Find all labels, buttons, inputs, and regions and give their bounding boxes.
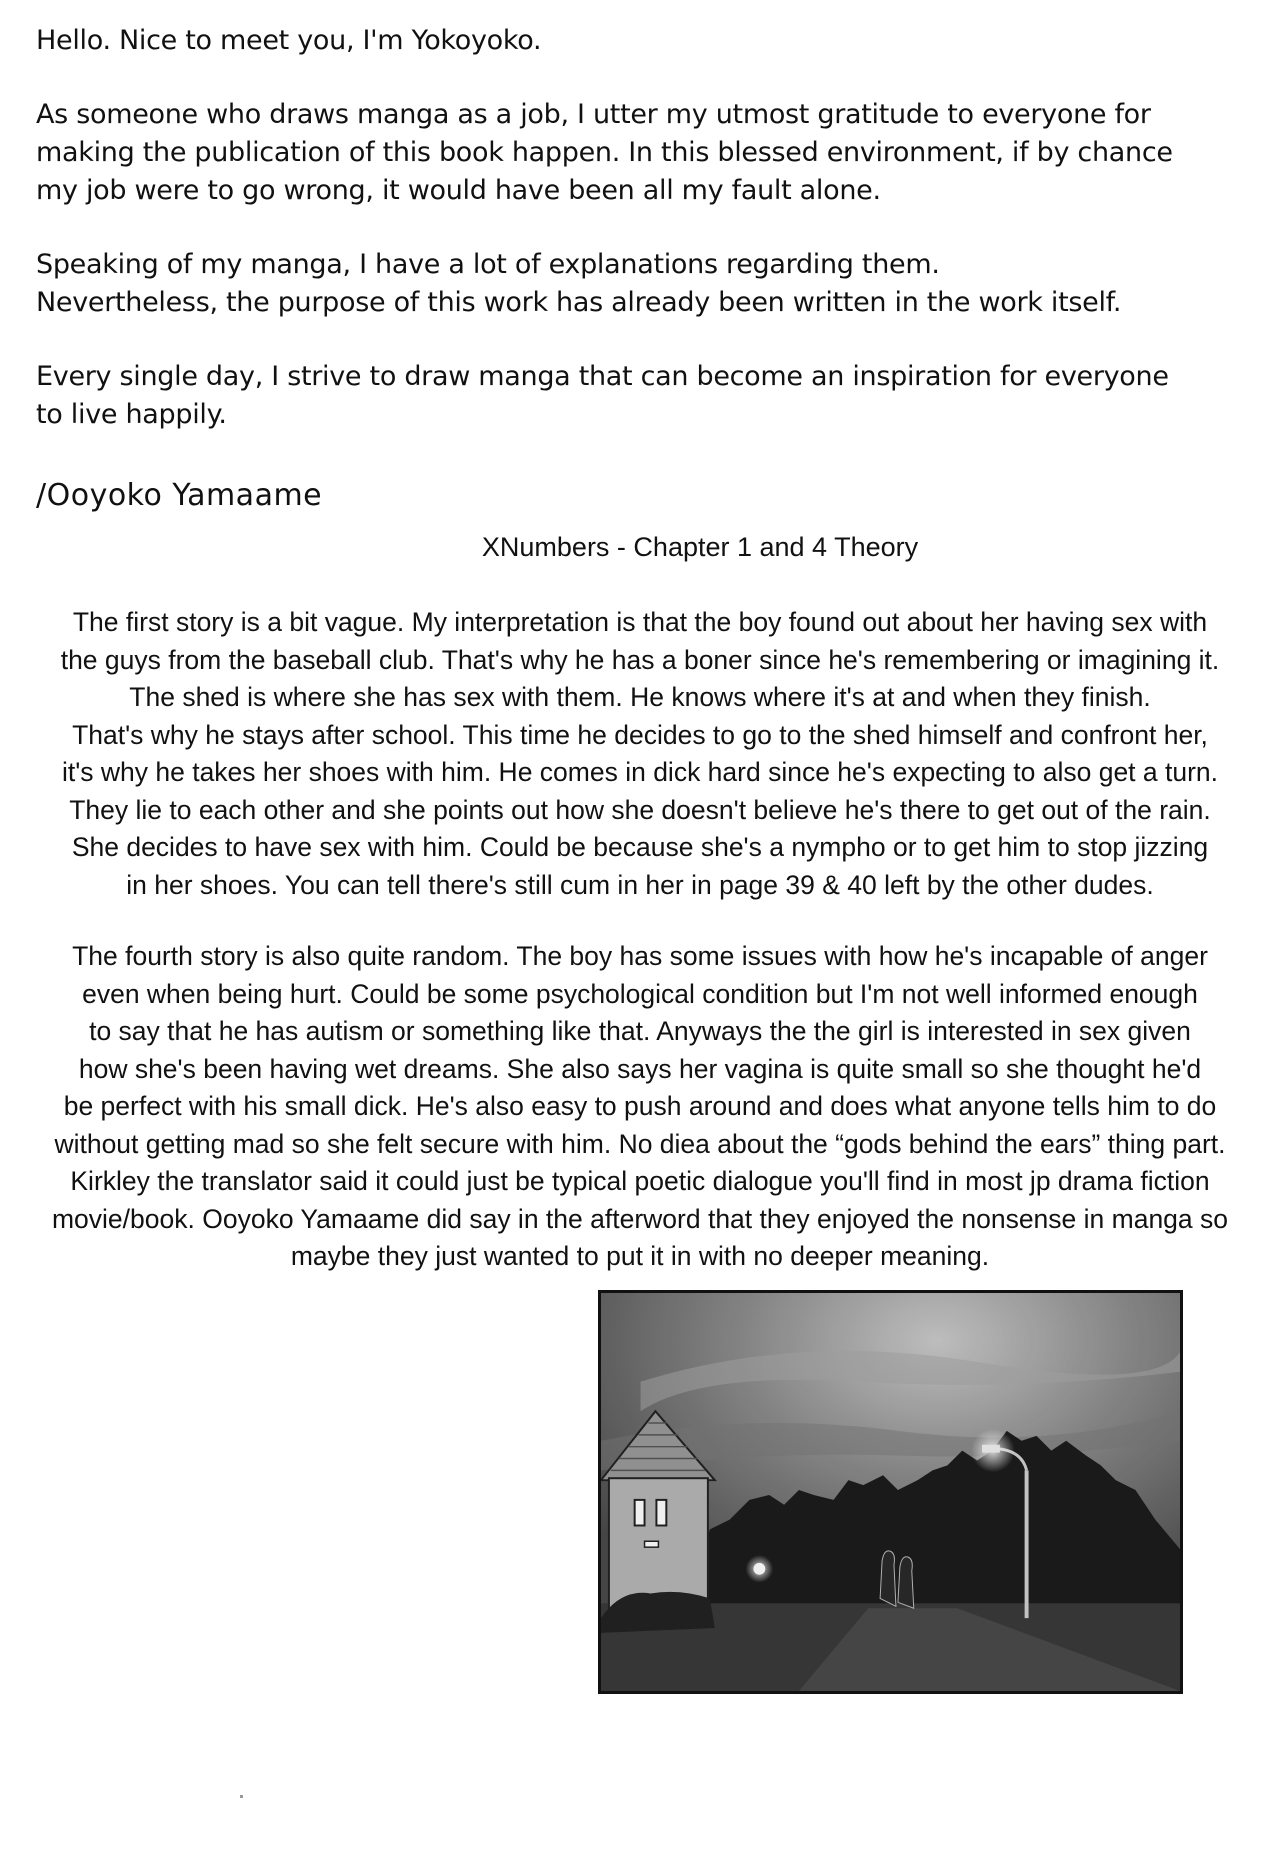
author-signature: /Ooyoko Yamaame	[36, 478, 323, 513]
author-afterword	[36, 22, 1186, 470]
theory-paragraph-chapter-4: The fourth story is also quite random. The boy has some issues with how he's incapable of anger even when being hurt. Could be some psychological condition but I'm not well informed enough to say that he has autism or something like that. Anyways the the girl is interested in sex given how she's been having wet dreams. She also says her vagina is quite small so she thought he'd be perfect with his small dick. He's also easy to push around and does what anyone tells him to do without getting mad so she felt secure with him. No diea about the “gods behind the ears” thing part. Kirkley the translator said it could just be typical poetic dialogue you'll find in most jp drama fiction movie/book. Ooyoko Yamaame did say in the afterword that they enjoyed the nonsense in manga so maybe they just wanted to put it in with no deeper meaning.	[51, 941, 1229, 1271]
scan-mark	[240, 1795, 243, 1798]
afterword-paragraph-gratitude: As someone who draws manga as a job, I utter my utmost gratitude to everyone for making the publication of this book happen. In this blessed environment, if by chance my job were to go wrong, it would have been all my fault alone.	[36, 99, 1173, 206]
afterword-paragraph-inspiration: Every single day, I strive to draw manga that can become an inspiration for everyone to live happily.	[36, 361, 1169, 430]
night-street-scene-illustration	[598, 1290, 1183, 1694]
illustration-drawing	[601, 1293, 1180, 1691]
theory-paragraph-chapter-1: The first story is a bit vague. My interpretation is that the boy found out about her having sex with the guys from the baseball club. That's why he has a boner since he's remembering or imagining it. The shed is where she has sex with them. He knows where it's at and when they finish. That's why he stays after school. This time he decides to go to the shed himself and confront her, it's why he takes her shoes with him. He comes in dick hard since he's expecting to also get a turn. They lie to each other and she points out how she doesn't believe he's there to get out of the rain. She decides to have sex with him. Could be because she's a nympho or to get him to stop jizzing in her shoes. You can tell there's still cum in her in page 39 & 40 left by the other dudes.	[60, 607, 1220, 900]
afterword-paragraph-greeting: Hello. Nice to meet you, I'm Yokoyoko.	[36, 25, 542, 56]
theory-title: XNumbers - Chapter 1 and 4 Theory	[481, 532, 919, 562]
afterword-paragraph-explanations: Speaking of my manga, I have a lot of explanations regarding them. Nevertheless, the purpose of this work has already been written in the work itself.	[36, 249, 1122, 318]
halftone-overlay	[601, 1293, 1180, 1691]
